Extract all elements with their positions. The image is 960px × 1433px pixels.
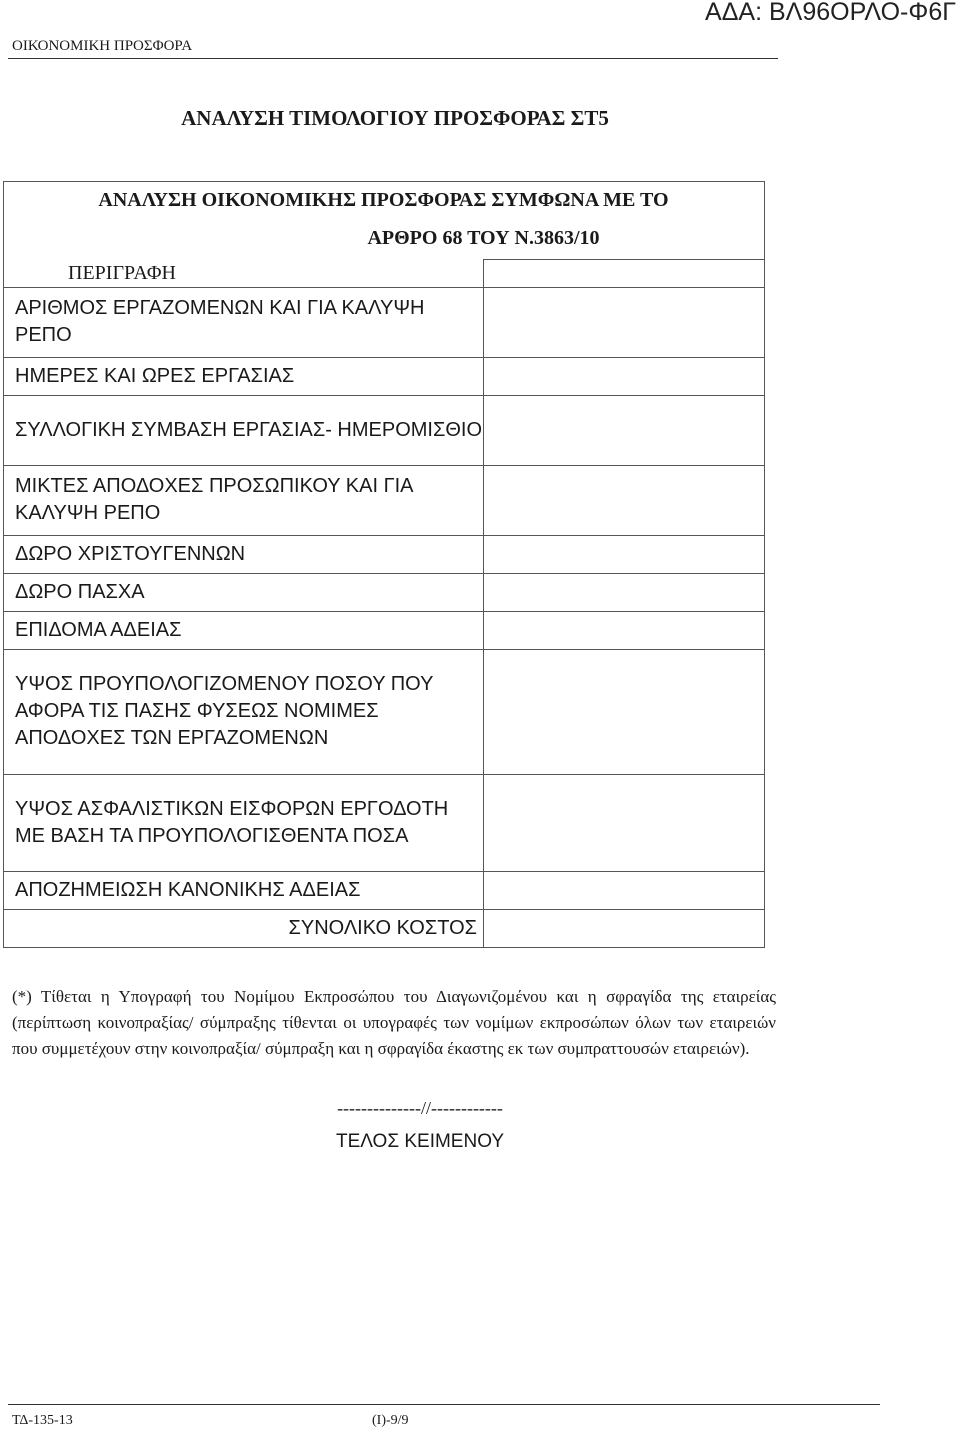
value-cell[interactable] xyxy=(484,287,765,357)
footer-rule xyxy=(8,1404,880,1405)
total-value-cell[interactable] xyxy=(484,909,765,947)
value-cell[interactable] xyxy=(484,611,765,649)
row-label: ΔΩΡΟ ΧΡΙΣΤΟΥΓΕΝΝΩΝ xyxy=(4,535,484,573)
footer-code: ΤΔ-135-13 xyxy=(12,1413,73,1428)
row-label: ΑΠΟΖΗΜΕΙΩΣΗ ΚΑΝΟΝΙΚΗΣ ΑΔΕΙΑΣ xyxy=(4,871,484,909)
table-row xyxy=(4,611,765,649)
value-cell[interactable] xyxy=(484,871,765,909)
value-cell[interactable] xyxy=(484,649,765,774)
value-cell[interactable] xyxy=(484,357,765,395)
table-row xyxy=(4,871,765,909)
end-of-text: ΤΕΛΟΣ ΚΕΙΜΕΝΟΥ xyxy=(335,1131,505,1152)
description-header: ΠΕΡΙΓΡΑΦΗ xyxy=(4,260,484,288)
page-title: ΑΝΑΛΥΣΗ ΤΙΜΟΛΟΓΙΟΥ ΠΡΟΣΦΟΡΑΣ ΣΤ5 xyxy=(181,106,609,130)
description-header-row xyxy=(4,260,765,288)
table-row xyxy=(4,395,765,465)
value-cell[interactable] xyxy=(484,573,765,611)
separator-line: --------------//------------ xyxy=(337,1098,503,1118)
row-label: ΣΥΛΛΟΓΙΚΗ ΣΥΜΒΑΣΗ ΕΡΓΑΣΙΑΣ- ΗΜΕΡΟΜΙΣΘΙΟ xyxy=(4,395,484,465)
row-label: ΕΠΙΔΟΜΑ ΑΔΕΙΑΣ xyxy=(4,611,484,649)
header-left-text: ΟΙΚΟΝΟΜΙΚΗ ΠΡΟΣΦΟΡΑ xyxy=(12,38,193,54)
row-label: ΔΩΡΟ ΠΑΣΧΑ xyxy=(4,573,484,611)
cost-analysis-table xyxy=(3,181,765,948)
row-label: ΜΙΚΤΕΣ ΑΠΟΔΟΧΕΣ ΠΡΟΣΩΠΙΚΟΥ ΚΑΙ ΓΙΑ ΚΑΛΥΨΗ ΡΕΠΟ xyxy=(4,465,484,535)
table-row xyxy=(4,774,765,871)
total-row xyxy=(4,909,765,947)
value-cell[interactable] xyxy=(484,260,765,288)
table-row xyxy=(4,465,765,535)
table-row xyxy=(4,357,765,395)
value-cell[interactable] xyxy=(484,535,765,573)
table-row xyxy=(4,649,765,774)
row-label: ΥΨΟΣ ΠΡΟΥΠΟΛΟΓΙΖΟΜΕΝΟΥ ΠΟΣΟΥ ΠΟΥ ΑΦΟΡΑ ΤΙΣ ΠΑΣΗΣ ΦΥΣΕΩΣ ΝΟΜΙΜΕΣ ΑΠΟΔΟΧΕΣ ΤΩΝ ΕΡΓΑΖΟΜΕΝΩΝ xyxy=(4,649,484,774)
header-rule xyxy=(8,58,778,59)
table-row xyxy=(4,535,765,573)
signature-note: (*) Τίθεται η Υπογραφή του Νομίμου Εκπροσώπου του Διαγωνιζομένου και η σφραγίδα της εταιρείας (περίπτωση κοινοπραξίας/ σύμπραξης τίθενται οι υπογραφές των νομίμων εκπροσώπων όλων των εταιρειών που συμμετέχουν στην κοινοπραξία/ σύμπραξη και η σφραγίδα έκαστης εκ των συμπραττουσών εταιρειών). xyxy=(12,987,776,1058)
row-label: ΗΜΕΡΕΣ ΚΑΙ ΩΡΕΣ ΕΡΓΑΣΙΑΣ xyxy=(4,357,484,395)
value-cell[interactable] xyxy=(484,465,765,535)
total-label: ΣΥΝΟΛΙΚΟ ΚΟΣΤΟΣ xyxy=(4,909,484,947)
table-heading-line-2: ΑΡΘΡΟ 68 ΤΟΥ Ν.3863/10 xyxy=(367,227,600,249)
table-row xyxy=(4,573,765,611)
value-cell[interactable] xyxy=(484,395,765,465)
document-code: ΑΔΑ: ΒΛ96ΟΡΛΟ-Φ6Γ xyxy=(705,0,956,26)
row-label: ΥΨΟΣ ΑΣΦΑΛΙΣΤΙΚΩΝ ΕΙΣΦΟΡΩΝ ΕΡΓΟΔΟΤΗ ΜΕ ΒΑΣΗ ΤΑ ΠΡΟΥΠΟΛΟΓΙΣΘΕΝΤΑ ΠΟΣΑ xyxy=(4,774,484,871)
table-heading-line-1: ΑΝΑΛΥΣΗ ΟΙΚΟΝΟΜΙΚΗΣ ΠΡΟΣΦΟΡΑΣ ΣΥΜΦΩΝΑ ΜΕ ΤΟ xyxy=(98,189,669,211)
row-label: ΑΡΙΘΜΟΣ ΕΡΓΑΖΟΜΕΝΩΝ ΚΑΙ ΓΙΑ ΚΑΛΥΨΗ ΡΕΠΟ xyxy=(4,287,484,357)
table-heading xyxy=(3,181,764,257)
page-number: (Ι)-9/9 xyxy=(372,1413,409,1428)
table-row xyxy=(4,287,765,357)
value-cell[interactable] xyxy=(484,774,765,871)
